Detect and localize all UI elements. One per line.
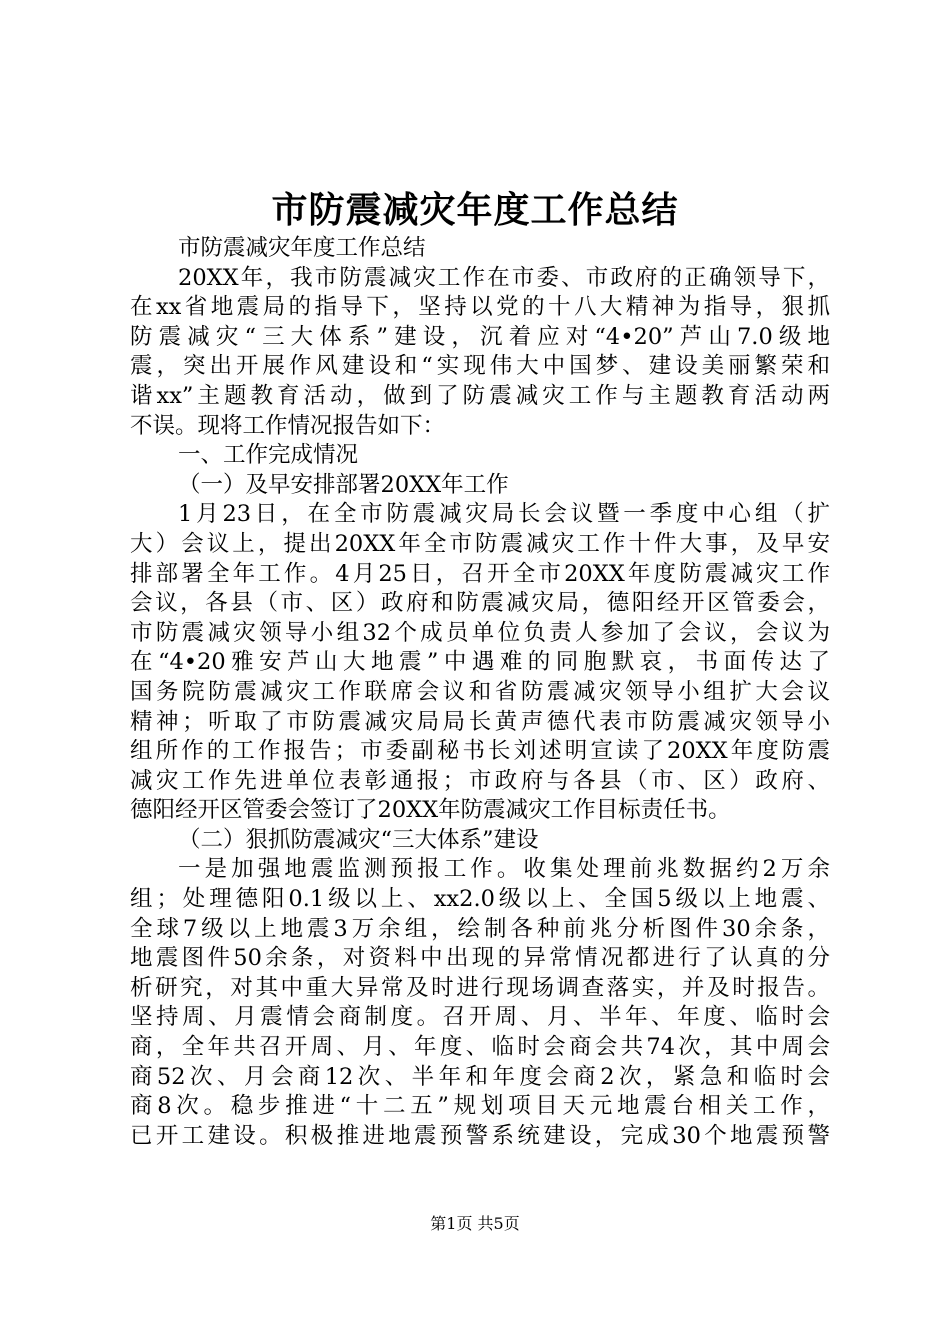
- text-line: 排部署全年工作。4月25日，召开全市20XX年度防震减灾工作: [130, 560, 830, 587]
- text-line: 谐xx”主题教育活动，做到了防震减灾工作与主题教育活动两: [130, 382, 830, 409]
- page-footer: 第1页 共5页: [430, 1214, 520, 1233]
- text-line: 地震图件50余条，对资料中出现的异常情况都进行了认真的分: [130, 945, 830, 972]
- document-title: 市防震减灾年度工作总结: [271, 189, 679, 231]
- text-line: 市防震减灾领导小组32个成员单位负责人参加了会议，会议为: [130, 619, 830, 646]
- text-line: 市防震减灾年度工作总结: [178, 235, 426, 261]
- text-line: 1月23日，在全市防震减灾局长会议暨一季度中心组（扩: [178, 501, 830, 528]
- text-line: 组；处理德阳0.1级以上、xx2.0级以上、全国5级以上地震、: [130, 886, 830, 913]
- text-line: 在xx省地震局的指导下，坚持以党的十八大精神为指导，狠抓: [130, 294, 830, 321]
- text-line: （一）及早安排部署20XX年工作: [178, 471, 509, 498]
- text-line: 析研究，对其中重大异常及时进行现场调查落实，并及时报告。: [130, 974, 830, 1001]
- text-line: 全球7级以上地震3万余组，绘制各种前兆分析图件30余条，: [130, 915, 830, 942]
- text-line: 在“4•20雅安芦山大地震”中遇难的同胞默哀，书面传达了: [130, 649, 830, 676]
- text-line: 商52次、月会商12次、半年和年度会商2次，紧急和临时会: [130, 1063, 830, 1090]
- text-line: 坚持周、月震情会商制度。召开周、月、半年、年度、临时会: [130, 1004, 830, 1031]
- document-body: [130, 234, 830, 1151]
- text-line: 已开工建设。积极推进地震预警系统建设，完成30个地震预警: [130, 1122, 830, 1149]
- text-line: 一是加强地震监测预报工作。收集处理前兆数据约2万余: [178, 856, 830, 883]
- text-line: 不误。现将工作情况报告如下：: [130, 412, 446, 439]
- text-line: 德阳经开区管委会签订了20XX年防震减灾工作目标责任书。: [130, 797, 731, 824]
- text-line: 防震减灾“三大体系”建设，沉着应对“4•20”芦山7.0级地: [130, 323, 830, 350]
- text-line: 精神；听取了市防震减灾局局长黄声德代表市防震减灾领导小: [130, 708, 830, 735]
- text-line: 20XX年，我市防震减灾工作在市委、市政府的正确领导下，: [178, 264, 830, 291]
- text-line: 组所作的工作报告；市委副秘书长刘述明宣读了20XX年度防震: [130, 738, 830, 765]
- text-line: 国务院防震减灾工作联席会议和省防震减灾领导小组扩大会议: [130, 678, 830, 705]
- text-line: 减灾工作先进单位表彰通报；市政府与各县（市、区）政府、: [130, 767, 830, 794]
- text-line: 会议，各县（市、区）政府和防震减灾局，德阳经开区管委会，: [130, 590, 830, 617]
- text-line: （二）狠抓防震减灾“三大体系”建设: [178, 826, 539, 853]
- text-line: 震，突出开展作风建设和“实现伟大中国梦、建设美丽繁荣和: [130, 353, 830, 380]
- text-line: 商8次。稳步推进“十二五”规划项目天元地震台相关工作，: [130, 1093, 830, 1120]
- text-line: 大）会议上，提出20XX年全市防震减灾工作十件大事，及早安: [130, 530, 830, 557]
- text-line: 商，全年共召开周、月、年度、临时会商会共74次，其中周会: [130, 1034, 830, 1061]
- text-line: 一、工作完成情况: [178, 442, 359, 469]
